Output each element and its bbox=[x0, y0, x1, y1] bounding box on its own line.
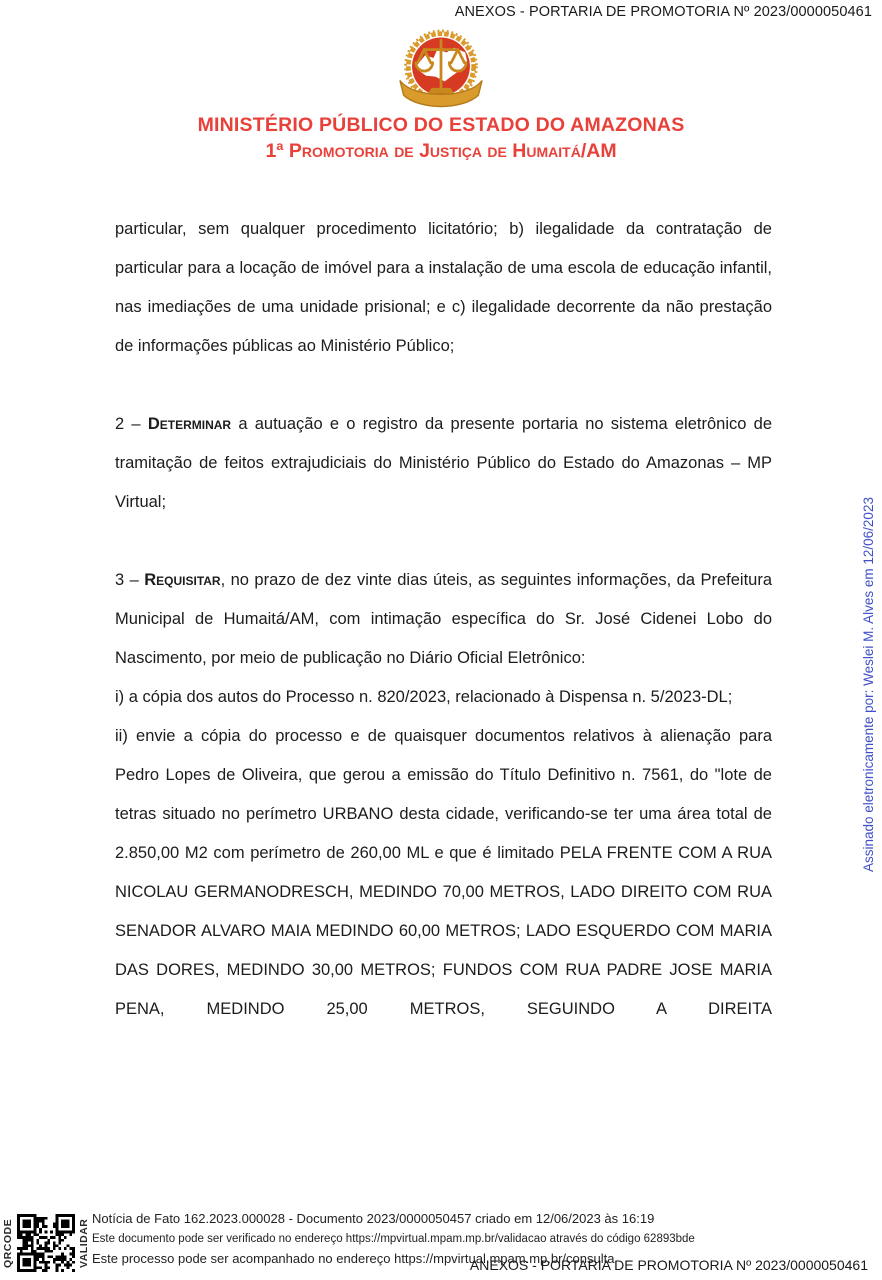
qrcode-label: QRCODE bbox=[2, 1218, 14, 1268]
paragraph-item-3 bbox=[115, 561, 772, 678]
next-page-header-annotation: ANEXOS - PORTARIA DE PROMOTORIA Nº 2023/0000050461 bbox=[469, 1257, 868, 1273]
org-name: MINISTÉRIO PÚBLICO DO ESTADO DO AMAZONAS bbox=[197, 114, 685, 136]
paragraph-text: i) a cópia dos autos do Processo n. 820/2023, relacionado à Dispensa n. 5/2023-DL; bbox=[115, 688, 733, 706]
paragraph-text: , no prazo de dez vinte dias úteis, as seguintes informações, da Prefeitura Municipal de Humaitá/AM, com intimação específica do Sr. José Cidenei Lobo do Nascimento, por meio de publicação no Diário Oficial Eletrônico: bbox=[115, 571, 772, 667]
validar-label: VALIDAR bbox=[78, 1218, 90, 1268]
item-keyword: Requisitar bbox=[144, 571, 221, 589]
paragraph-text: ii) envie a cópia do processo e de quaisquer documentos relativos à alienação para Pedro Lopes de Oliveira, que gerou a emissão do Título Definitivo n. 7561, do "lote de tetras situado no perímetro URBANO desta cidade, verificando-se ter uma área total de 2.850,00 M2 com perímetro de 260,00 ML e que é limitado PELA FRENTE COM A RUA NICOLAU GERMANODRESCH, MEDINDO 70,00 METROS, LADO DIREITO COM RUA SENADOR ALVARO MAIA MEDINDO 60,00 METROS; LADO ESQUERDO COM MARIA DAS DORES, MEDINDO 30,00 METROS; FUNDOS COM RUA PADRE JOSE MARIA PENA, MEDINDO 25,00 METROS, SEGUINDO A DIREITA bbox=[115, 727, 772, 1018]
item-number: 2 – bbox=[115, 415, 148, 433]
letterhead bbox=[0, 112, 882, 164]
paragraph-subitem-ii bbox=[115, 717, 772, 1029]
validation-block bbox=[2, 1214, 90, 1272]
footer-document-info: Notícia de Fato 162.2023.000028 - Documento 2023/0000050457 criado em 12/06/2023 às 16:19 bbox=[92, 1211, 655, 1226]
paragraph-text: a autuação e o registro da presente portaria no sistema eletrônico de tramitação de feitos extrajudiciais do Ministério Público do Estado do Amazonas – MP Virtual; bbox=[115, 415, 773, 511]
unit-name bbox=[0, 138, 882, 164]
item-keyword: Determinar bbox=[147, 415, 232, 433]
qr-code-icon bbox=[17, 1214, 75, 1272]
paragraph-subitem-i bbox=[115, 678, 772, 717]
unit-title: Promotoria de Justiça de Humaitá/AM bbox=[288, 140, 617, 162]
footer-verification-url: Este documento pode ser verificado no endereço https://mpvirtual.mpam.mp.br/validacao através do código 62893bde bbox=[92, 1233, 695, 1245]
paragraph-item-2 bbox=[115, 405, 772, 522]
qr-code bbox=[17, 1214, 75, 1272]
unit-prefix: 1ª bbox=[265, 140, 289, 162]
paragraph-text: particular, sem qualquer procedimento licitatório; b) ilegalidade da contratação de particular para a locação de imóvel para a instalação de uma escola de educação infantil, nas imediações de uma unidade prisional; e c) ilegalidade decorrente da não prestação de informações públicas ao Ministério Público; bbox=[115, 220, 772, 355]
paragraph-continuation bbox=[115, 210, 772, 366]
page-header-annotation: ANEXOS - PORTARIA DE PROMOTORIA Nº 2023/0000050461 bbox=[454, 4, 872, 20]
item-number: 3 – bbox=[115, 571, 145, 589]
document-body bbox=[115, 171, 772, 1029]
electronic-signature-stamp: Assinado eletronicamente por: Weslei M. Alves em 12/06/2023 bbox=[861, 497, 876, 872]
footer-process-url: Este processo pode ser acompanhado no endereço https://mpvirtual.mpam.mp.br/consulta bbox=[92, 1251, 615, 1266]
scales-of-justice-crest-icon bbox=[385, 24, 497, 120]
mpam-crest-logo bbox=[385, 24, 497, 125]
